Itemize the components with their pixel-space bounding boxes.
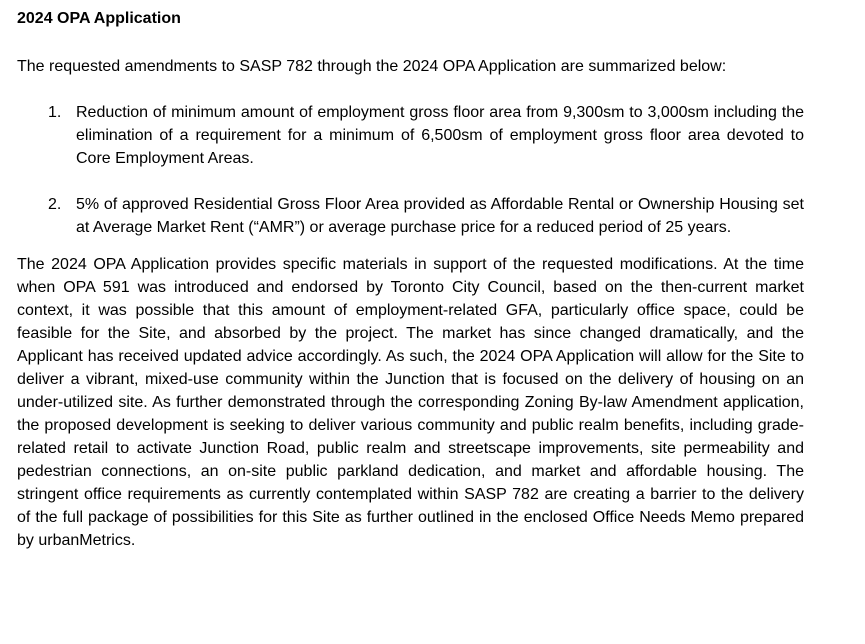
list-item <box>17 193 804 239</box>
body-paragraph: The 2024 OPA Application provides specific materials in support of the requested modifications. At the time when OPA 591 was introduced and endorsed by Toronto City Council, based on the then-current market context, it was possible that this amount of employment-related GFA, particularly office space, could be feasible for the Site, and absorbed by the project. The market has since changed dramatically, and the Applicant has received updated advice accordingly. As such, the 2024 OPA Application will allow for the Site to deliver a vibrant, mixed-use community within the Junction that is focused on the delivery of housing on an under-utilized site. As further demonstrated through the corresponding Zoning By-law Amendment application, the proposed development is seeking to deliver various community and public realm benefits, including grade-related retail to activate Junction Road, public realm and streetscape improvements, site permeability and pedestrian connections, an on-site public parkland dedication, and market and affordable housing. The stringent office requirements as currently contemplated within SASP 782 are creating a barrier to the delivery of the full package of possibilities for this Site as further outlined in the enclosed Office Needs Memo prepared by urbanMetrics. <box>17 256 804 549</box>
list-item <box>17 101 804 170</box>
intro-paragraph: The requested amendments to SASP 782 through the 2024 OPA Application are summarized below: <box>17 58 727 75</box>
document-page <box>17 8 804 552</box>
list-item-number: 2. <box>48 196 62 213</box>
amendments-list <box>17 101 804 239</box>
section-heading: 2024 OPA Application <box>17 10 181 27</box>
list-item-text: Reduction of minimum amount of employment gross floor area from 9,300sm to 3,000sm including the elimination of a requirement for a minimum of 6,500sm of employment gross floor area devoted to Core Employment Areas. <box>76 104 804 167</box>
list-item-text: 5% of approved Residential Gross Floor Area provided as Affordable Rental or Ownership Housing set at Average Market Rent (“AMR”) or average purchase price for a reduced period of 25 years. <box>76 196 804 236</box>
list-item-number: 1. <box>48 104 62 121</box>
